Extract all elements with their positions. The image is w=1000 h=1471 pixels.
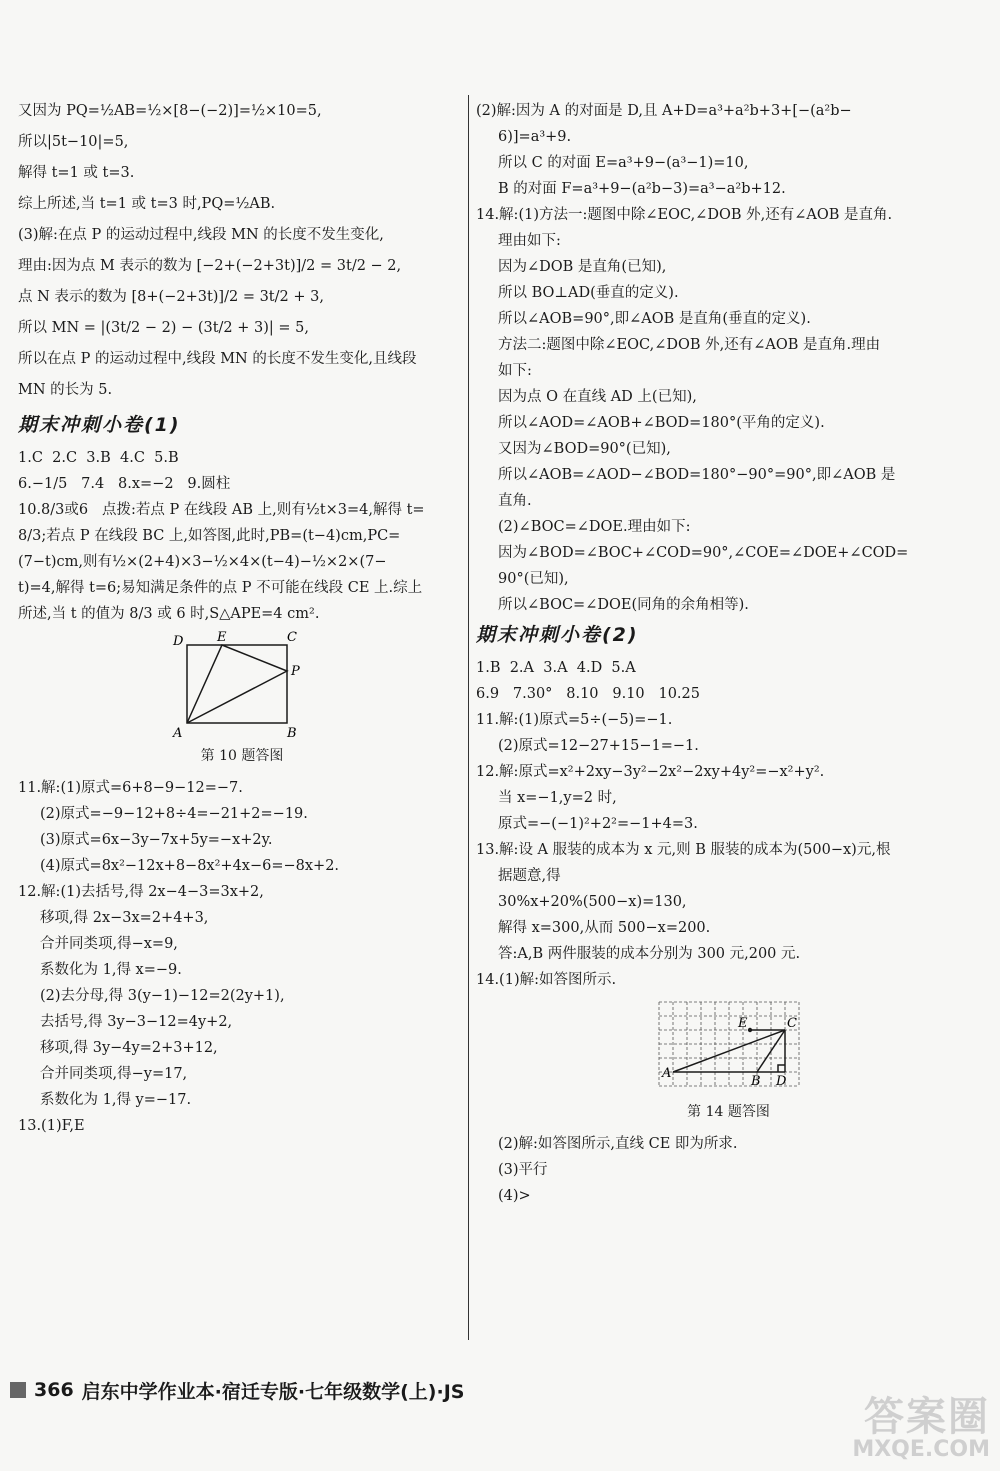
footer-square-icon	[10, 1382, 26, 1398]
fig10-label-e: E	[217, 631, 227, 645]
figure-14-grid	[654, 997, 804, 1097]
text-line: 理由如下:	[498, 233, 561, 249]
left-column	[18, 100, 466, 1141]
column-divider	[468, 95, 469, 1340]
text-line: t)=4,解得 t=6;易知满足条件的点 P 不可能在线段 CE 上.综上	[18, 580, 423, 596]
section1-lines	[18, 447, 466, 625]
text-line: 综上所述,当 t=1 或 t=3 时,PQ=½AB.	[18, 196, 276, 212]
text-line: 90°(已知),	[498, 571, 569, 587]
fig14-label-b: B	[750, 1074, 761, 1089]
text-line: 又因为∠BOD=90°(已知),	[498, 441, 671, 457]
fig14-label-a: A	[661, 1066, 671, 1081]
text-line: 12.解:原式=x²+2xy−3y²−2x²−2xy+4y²=−x²+y².	[476, 764, 825, 780]
page-number: 366	[34, 1379, 74, 1401]
text-line: 据题意,得	[498, 868, 561, 884]
text-line: 11.解:(1)原式=6+8−9−12=−7.	[18, 780, 243, 796]
text-line: 直角.	[498, 493, 532, 509]
text-line: 移项,得 3y−4y=2+3+12,	[40, 1040, 218, 1056]
text-line: 所以∠AOB=90°,即∠AOB 是直角(垂直的定义).	[498, 311, 811, 327]
fig10-label-d: D	[173, 634, 184, 649]
text-line: 如下:	[498, 363, 532, 379]
text-line: 14.解:(1)方法一:题图中除∠EOC,∠DOB 外,还有∠AOB 是直角.	[476, 207, 893, 223]
text-line: 1.C 2.C 3.B 4.C 5.B	[18, 450, 179, 466]
text-line: 6.−1/5 7.4 8.x=−2 9.圆柱	[18, 476, 231, 492]
text-line: 解得 t=1 或 t=3.	[18, 165, 135, 181]
figure-10-caption: 第 10 题答图	[200, 748, 284, 764]
text-line: 11.解:(1)原式=5÷(−5)=−1.	[476, 712, 673, 728]
fig10-label-c: C	[287, 631, 297, 645]
text-line: 答:A,B 两件服装的成本分别为 300 元,200 元.	[498, 946, 801, 962]
text-line: 6.9 7.30° 8.10 9.10 10.25	[476, 686, 700, 702]
text-line: 系数化为 1,得 y=−17.	[40, 1092, 192, 1108]
fig10-label-a: A	[173, 726, 183, 741]
text-line: 合并同类项,得−y=17,	[40, 1066, 188, 1082]
text-line: 12.解:(1)去括号,得 2x−4−3=3x+2,	[18, 884, 264, 900]
text-line: MN 的长为 5.	[18, 382, 113, 398]
text-line: 所述,当 t 的值为 8/3 或 6 时,S△APE=4 cm².	[18, 606, 320, 622]
fig14-label-e: E	[737, 1016, 747, 1031]
text-line: (3)原式=6x−3y−7x+5y=−x+2y.	[40, 832, 273, 848]
text-line: (3)平行	[498, 1162, 548, 1178]
text-line: 原式=−(−1)²+2²=−1+4=3.	[498, 816, 698, 832]
right-top-lines	[476, 100, 981, 616]
text-line: (7−t)cm,则有½×(2+4)×3−½×4×(t−4)−½×2×(7−	[18, 554, 387, 570]
text-line: 因为点 O 在直线 AD 上(已知),	[498, 389, 697, 405]
text-line: 合并同类项,得−x=9,	[40, 936, 178, 952]
text-line: 点 N 表示的数为 [8+(−2+3t)]/2 = 3t/2 + 3,	[18, 289, 324, 305]
figure-14-caption: 第 14 题答图	[687, 1104, 770, 1120]
text-line: 8/3;若点 P 在线段 BC 上,如答图,此时,PB=(t−4)cm,PC=	[18, 528, 401, 544]
text-line: 13.(1)F,E	[18, 1118, 85, 1134]
text-line: 又因为 PQ=½AB=½×[8−(−2)]=½×10=5,	[18, 103, 322, 119]
text-line: 所以 C 的对面 E=a³+9−(a³−1)=10,	[498, 155, 749, 171]
left-top-lines	[18, 100, 466, 401]
figure-10-rectangle	[167, 631, 317, 741]
section-title-2: 期末冲刺小卷(2)	[476, 624, 639, 646]
text-line: (2)原式=−9−12+8÷4=−21+2=−19.	[40, 806, 308, 822]
text-line: 因为∠DOB 是直角(已知),	[498, 259, 667, 275]
watermark-bottom: MXQE.COM	[852, 1437, 990, 1462]
text-line: 所以∠AOD=∠AOB+∠BOD=180°(平角的定义).	[498, 415, 825, 431]
text-line: (2)原式=12−27+15−1=−1.	[498, 738, 699, 754]
fig10-label-p: P	[291, 664, 300, 679]
text-line: 解得 x=300,从而 500−x=200.	[498, 920, 711, 936]
text-line: (4)原式=8x²−12x+8−8x²+4x−6=−8x+2.	[40, 858, 340, 874]
text-line: 13.解:设 A 服装的成本为 x 元,则 B 服装的成本为(500−x)元,根	[476, 842, 891, 858]
text-line: 10.8/3或6 点拨:若点 P 在线段 AB 上,则有½t×3=4,解得 t=	[18, 502, 425, 518]
fig14-label-d: D	[775, 1074, 786, 1089]
book-title: 启东中学作业本·宿迁专版·七年级数学(上)·JS	[81, 1380, 465, 1403]
text-line: B 的对面 F=a³+9−(a²b−3)=a³−a²b+12.	[498, 181, 786, 197]
text-line: 去括号,得 3y−3−12=4y+2,	[40, 1014, 233, 1030]
section2-lines	[476, 657, 981, 991]
fig14-label-c: C	[786, 1016, 797, 1031]
text-line: (2)解:因为 A 的对面是 D,且 A+D=a³+a²b+3+[−(a²b−	[476, 103, 852, 119]
text-line: 1.B 2.A 3.A 4.D 5.A	[476, 660, 636, 676]
text-line: 因为∠BOD=∠BOC+∠COD=90°,∠COE=∠DOE+∠COD=	[498, 545, 909, 561]
text-line: 所以|5t−10|=5,	[18, 134, 129, 150]
text-line: 理由:因为点 M 表示的数为 [−2+(−2+3t)]/2 = 3t/2 − 2,	[18, 258, 402, 274]
text-line: 6)]=a³+9.	[498, 129, 572, 145]
text-line: 方法二:题图中除∠EOC,∠DOB 外,还有∠AOB 是直角.理由	[498, 337, 881, 353]
text-line: (2)去分母,得 3(y−1)−12=2(2y+1),	[40, 988, 285, 1004]
text-line: 所以∠AOB=∠AOD−∠BOD=180°−90°=90°,即∠AOB 是	[498, 467, 896, 483]
text-line: 当 x=−1,y=2 时,	[498, 790, 617, 806]
text-line: 所以∠BOC=∠DOE(同角的余角相等).	[498, 597, 749, 613]
text-line: 系数化为 1,得 x=−9.	[40, 962, 182, 978]
text-line: 所以在点 P 的运动过程中,线段 MN 的长度不发生变化,且线段	[18, 351, 417, 367]
watermark	[760, 1395, 990, 1465]
watermark-top: 答案圈	[864, 1394, 990, 1440]
text-line: 所以 MN = |(3t/2 − 2) − (3t/2 + 3)| = 5,	[18, 320, 309, 336]
fig10-label-b: B	[287, 726, 297, 741]
section1-lines-continued	[18, 777, 466, 1137]
right-column	[476, 100, 981, 1211]
section2-lines-continued	[476, 1133, 981, 1207]
text-line: (2)解:如答图所示,直线 CE 即为所求.	[498, 1136, 738, 1152]
text-line: 14.(1)解:如答图所示.	[476, 972, 617, 988]
text-line: 所以 BO⊥AD(垂直的定义).	[498, 285, 679, 301]
text-line: 30%x+20%(500−x)=130,	[498, 894, 687, 910]
text-line: 移项,得 2x−3x=2+4+3,	[40, 910, 209, 926]
text-line: (4)>	[498, 1188, 531, 1204]
text-line: (2)∠BOC=∠DOE.理由如下:	[498, 519, 691, 535]
text-line: (3)解:在点 P 的运动过程中,线段 MN 的长度不发生变化,	[18, 227, 384, 243]
section-title-1: 期末冲刺小卷(1)	[18, 414, 181, 436]
